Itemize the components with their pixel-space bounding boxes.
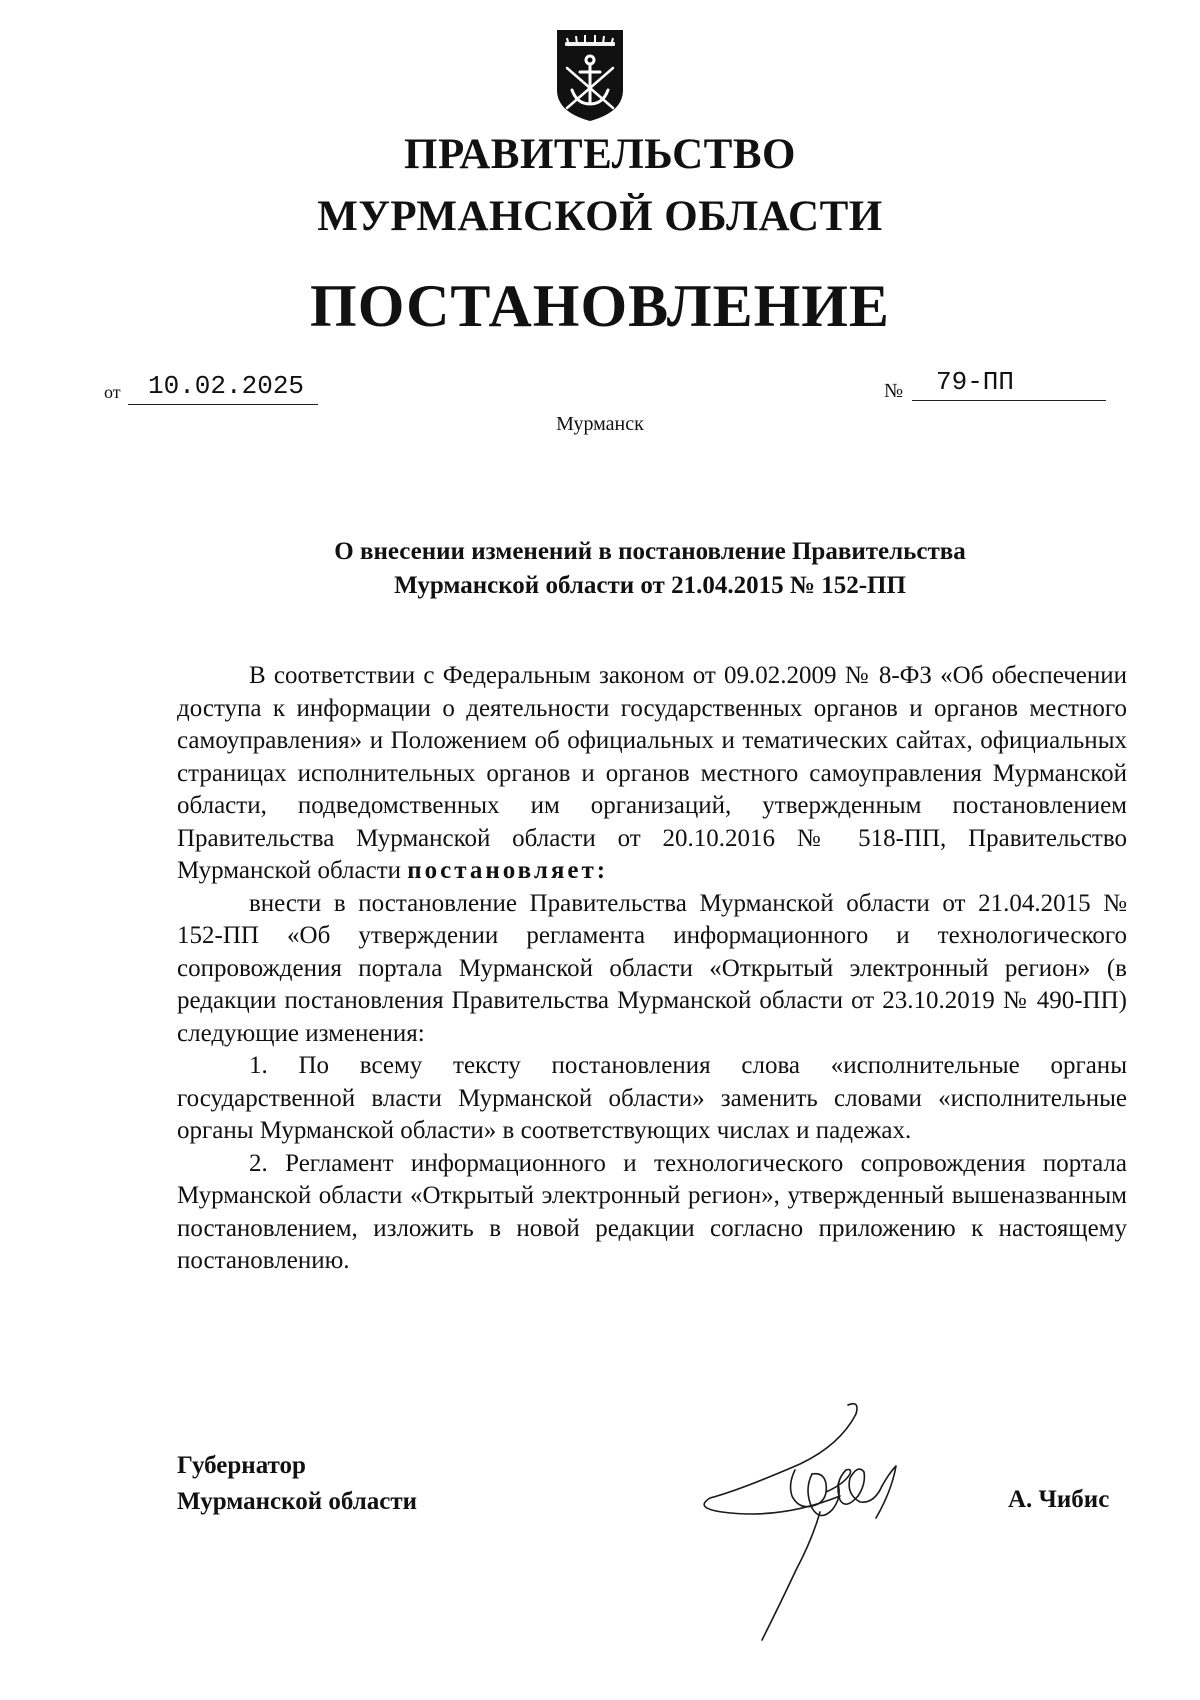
item-2-paragraph: 2. Регламент информационного и технологического сопровождения портала Мурманской области «Открытый электронный регион», утвержденный вышеназванным постановлением, изложить в новой редакции согласно приложению к настоящему постановлению. (177, 1149, 1127, 1274)
city-name: Мурманск (556, 413, 644, 435)
signature-icon (700, 1400, 960, 1645)
document-date: 10.02.2025 (128, 370, 318, 405)
signatory-name: А. Чибис (1008, 1486, 1110, 1513)
amend-paragraph: внести в постановление Правительства Мурманской области от 21.04.2015 № 152-ПП «Об утверждении регламента информационного и технологического сопровождения портала Мурманской области «Открытый электронный регион» (в редакции постановления Правительства Мурманской области от 23.10.2019 № 490-ПП) следующие изменения: (177, 889, 1127, 1047)
signatory-title-line-1: Губернатор (177, 1452, 306, 1479)
government-title: ПРАВИТЕЛЬСТВО (404, 131, 796, 178)
signatory-title (177, 1448, 417, 1520)
region-title: МУРМАНСКОЙ ОБЛАСТИ (317, 193, 883, 240)
document-subject (200, 535, 1100, 603)
date-label: от (104, 382, 121, 402)
subject-line-1: О внесении изменений в постановление Правительства (334, 538, 966, 565)
resolves-word: постановляет: (407, 857, 609, 884)
item-1-paragraph: 1. По всему тексту постановления слова «исполнительные органы государственной власти Мурманской области» заменить словами «исполнительные органы Мурманской области» в соответствующих числах и падежах. (177, 1052, 1127, 1144)
document-body (177, 660, 1127, 1278)
document-number: 79-ПП (912, 366, 1106, 401)
subject-line-2: Мурманской области от 21.04.2015 № 152-ПП (394, 572, 906, 599)
document-type-title: ПОСТАНОВЛЕНИЕ (310, 273, 890, 339)
number-label: № (884, 380, 904, 402)
coat-of-arms-icon (555, 28, 625, 123)
preamble-text: В соответствии с Федеральным законом от 09.02.2009 № 8-ФЗ «Об обеспечении доступа к информации о деятельности государственных органов и органов местного самоуправления» и Положением об официальных и тематических сайтах, официальных страницах исполнительных органов и органов местного самоуправления Мурманской области, подведомственных им организаций, утвержденным постановлением Правительства Мурманской области от 20.10.2016 № 518-ПП, Правительство Мурманской области (177, 662, 1127, 884)
signatory-title-line-2: Мурманской области (177, 1488, 418, 1515)
preamble-paragraph (177, 660, 1127, 888)
